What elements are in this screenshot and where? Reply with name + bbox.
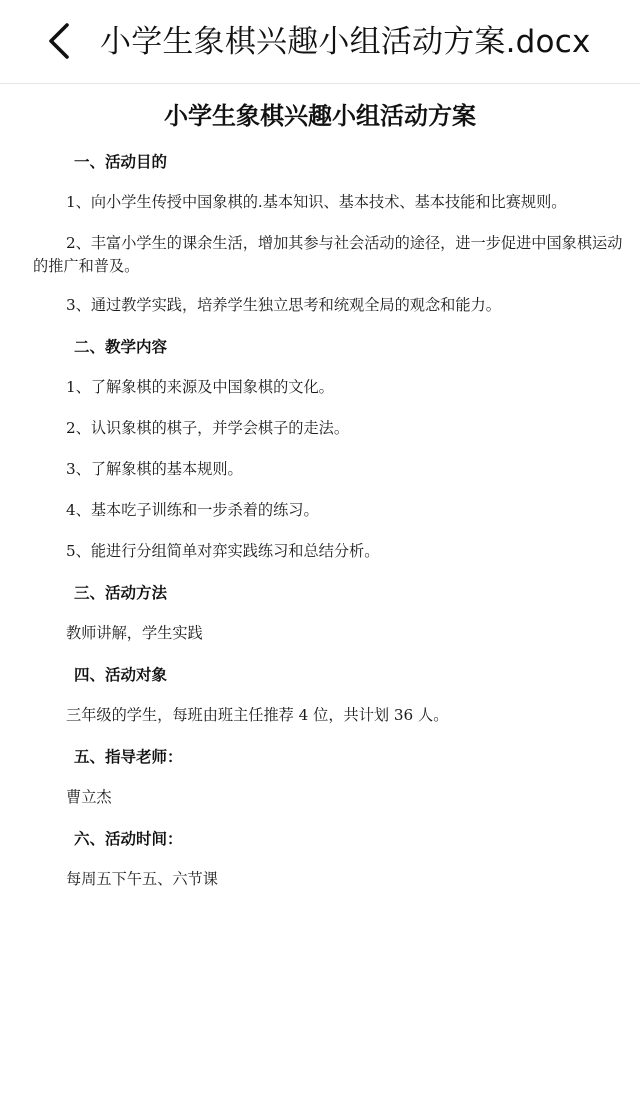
paragraph: 1、向小学生传授中国象棋的.基本知识、基本技术、基本技能和比赛规则。: [66, 193, 567, 211]
back-button[interactable]: [36, 17, 84, 65]
paragraph: 每周五下午五、六节课: [66, 870, 218, 888]
paragraph: 2、丰富小学生的课余生活，增加其参与社会活动的途径，进一步促进中国象棋运动的推广和普及。: [33, 234, 623, 275]
chevron-left-icon: [45, 21, 75, 61]
paragraph: 3、了解象棋的基本规则。: [66, 460, 243, 478]
file-name: 小学生象棋兴趣小组活动方案.docx: [100, 24, 591, 60]
top-bar: [0, 0, 640, 84]
paragraph: 教师讲解，学生实践: [66, 624, 203, 642]
paragraph: 曹立杰: [66, 788, 112, 806]
paragraph: 5、能进行分组简单对弈实践练习和总结分析。: [66, 542, 380, 560]
section-heading: 一、活动目的: [74, 153, 168, 171]
section-heading: 二、教学内容: [74, 338, 168, 356]
paragraph: 三年级的学生，每班由班主任推荐 4 位，共计划 36 人。: [66, 706, 449, 724]
paragraph: 3、通过教学实践，培养学生独立思考和统观全局的观念和能力。: [66, 296, 501, 314]
document-title: 小学生象棋兴趣小组活动方案: [164, 102, 476, 130]
paragraph: 1、了解象棋的来源及中国象棋的文化。: [66, 378, 334, 396]
section-heading: 四、活动对象: [74, 666, 168, 684]
paragraph: 4、基本吃子训练和一步杀着的练习。: [66, 501, 319, 519]
section-heading: 五、指导老师：: [74, 748, 183, 766]
section-heading: 六、活动时间：: [74, 830, 183, 848]
document-page: [0, 84, 640, 1113]
section-heading: 三、活动方法: [74, 584, 168, 602]
paragraph: 2、认识象棋的棋子，并学会棋子的走法。: [66, 419, 350, 437]
